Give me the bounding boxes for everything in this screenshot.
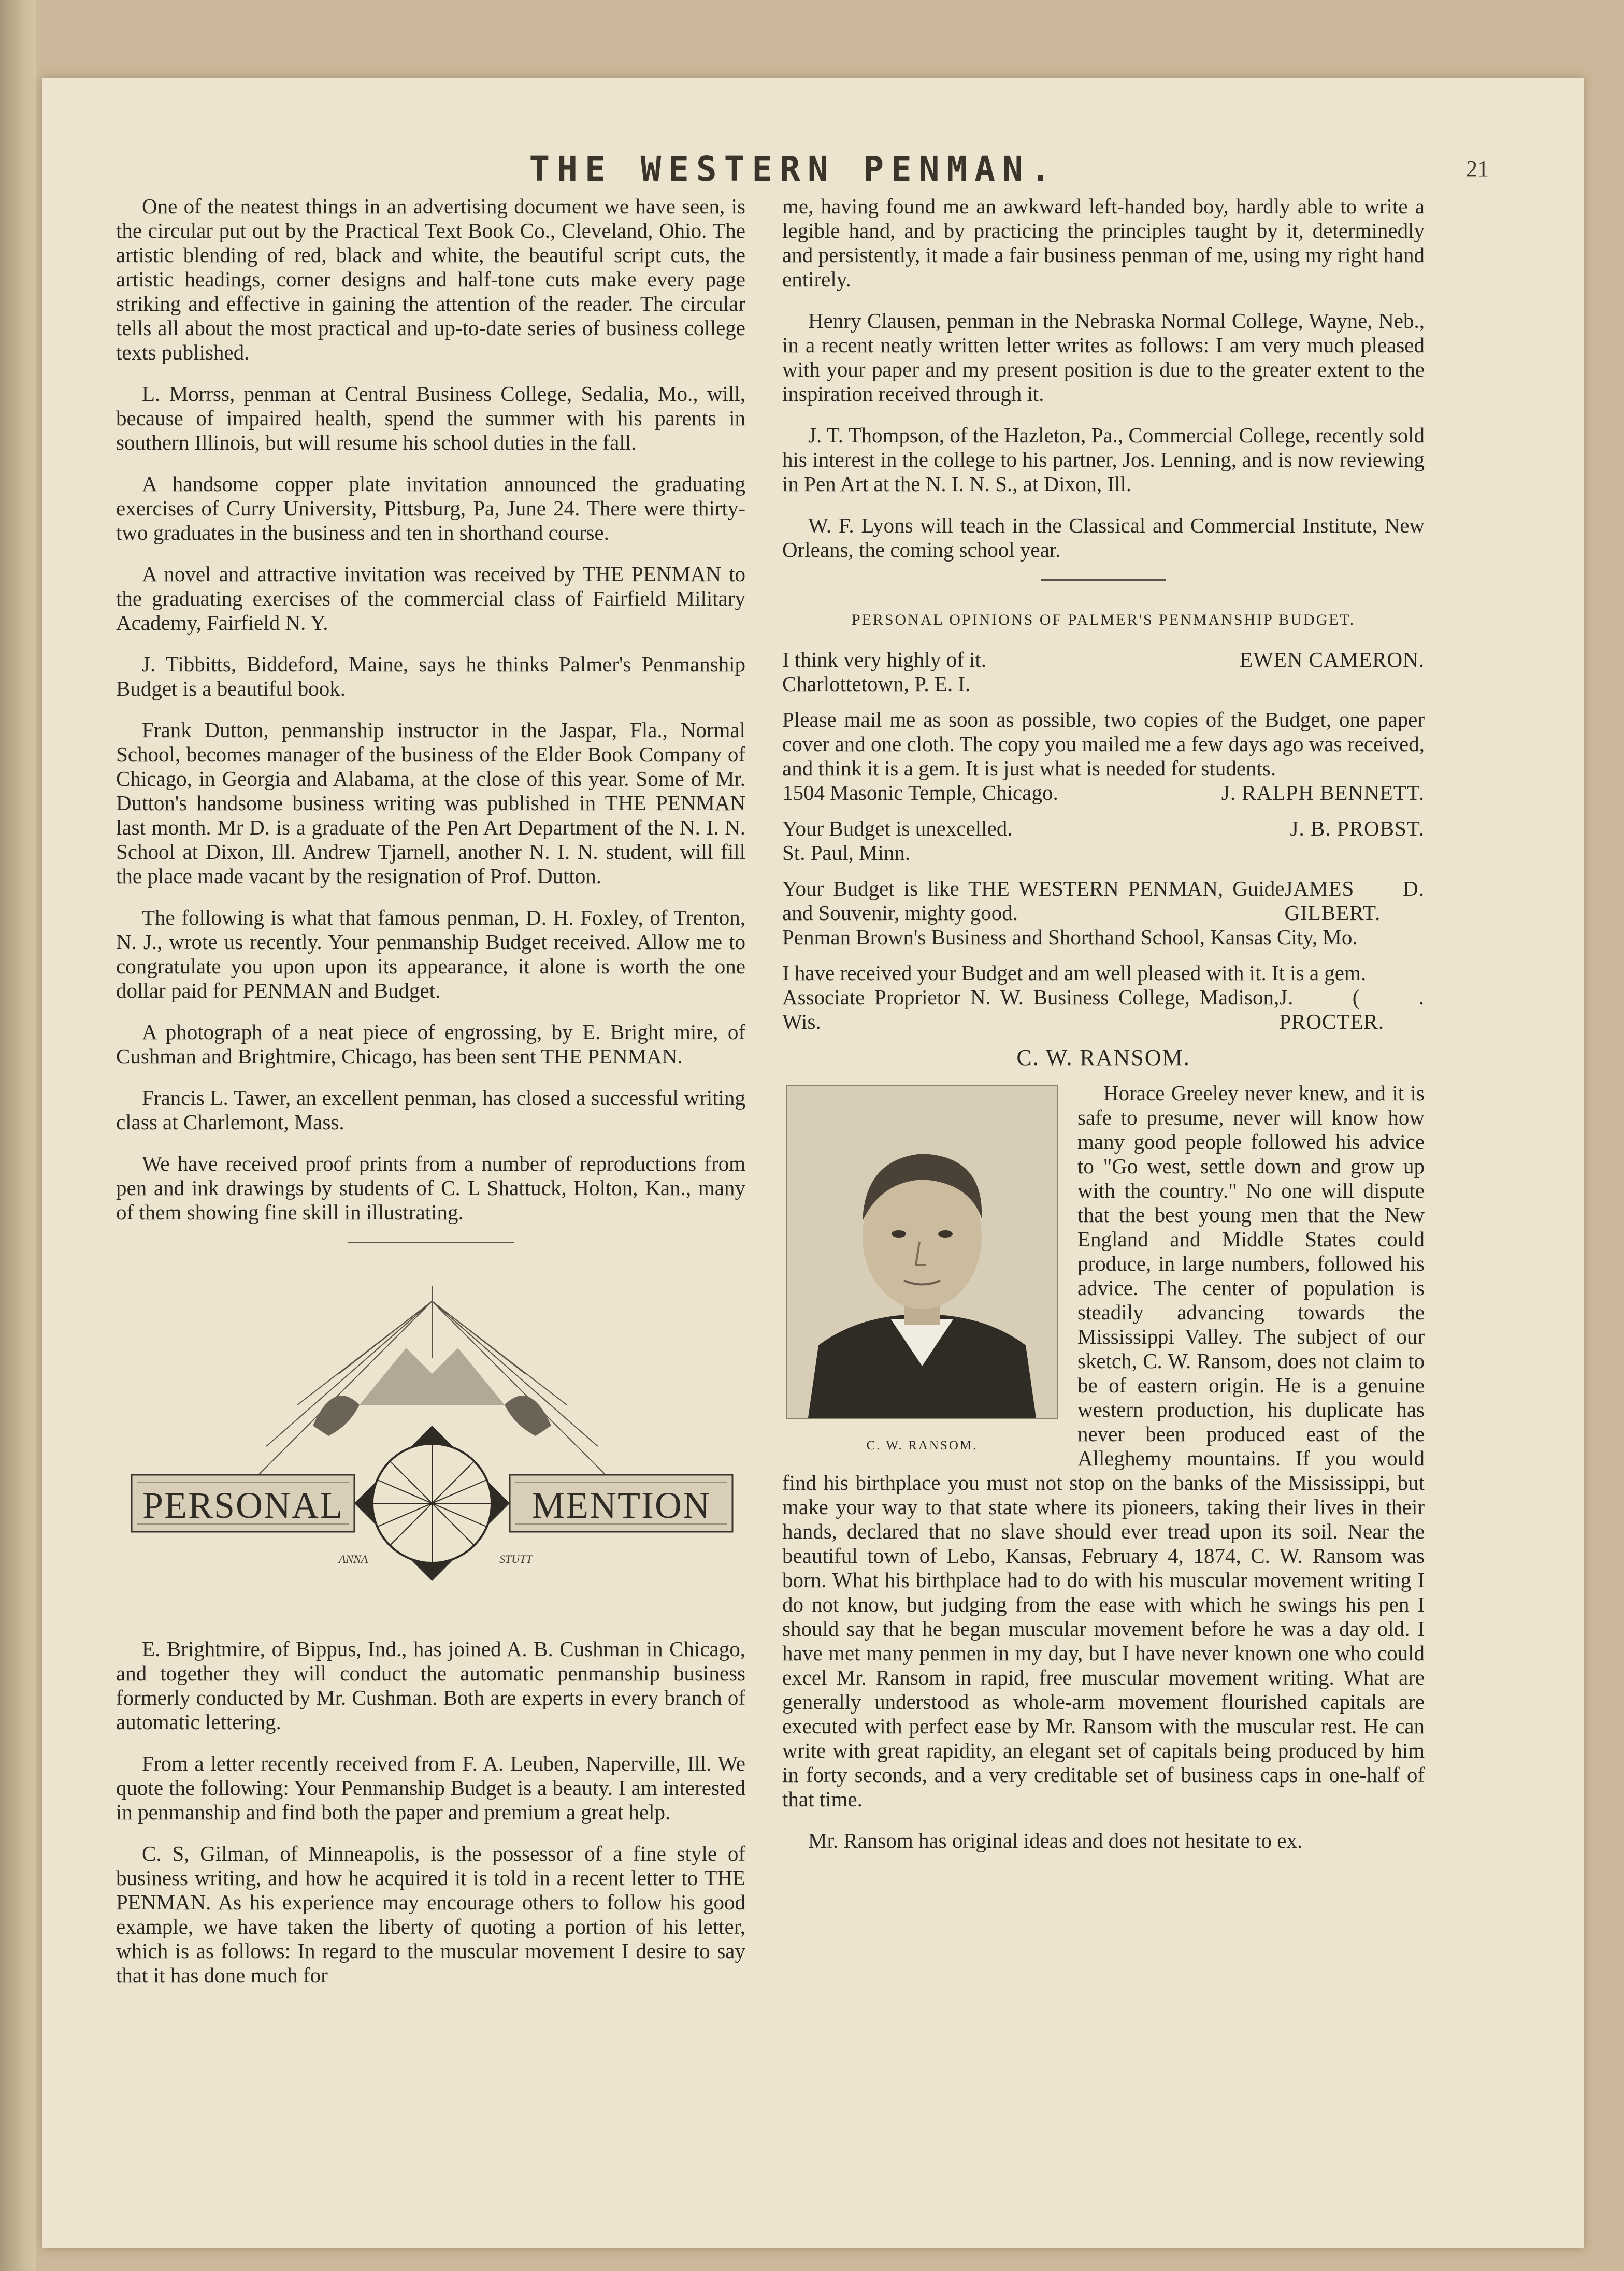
article-paragraph: A handsome copper plate invitation announced the graduating exercises of Curry University, Pittsburg, Pa, June 24. There were thirty-two graduates in the business and ten in shorthand course. (116, 472, 745, 544)
opinion-entry (782, 708, 1425, 805)
article-title: C. W. RANSOM. (1016, 1045, 1190, 1070)
opinion-text: I have received your Budget and am well pleased with it. It is a gem. (782, 961, 1367, 985)
opinion-text: Please mail me as soon as possible, two copies of the Budget, one paper cover and one cloth. The copy you mailed me a few days ago was received, and think it is a gem. It is just what is needed for students. (782, 708, 1425, 780)
masthead-title: THE WESTERN PENMAN. (529, 149, 1058, 189)
banner-credit-right: STUTT (499, 1553, 533, 1565)
article-paragraph: A photograph of a neat piece of engrossing, by E. Bright mire, of Cushman and Brightmire, Chicago, has been sent THE PENMAN. (116, 1020, 745, 1068)
article-paragraph: From a letter recently received from F. A. Leuben, Naperville, Ill. We quote the following: Your Penmanship Budget is a beauty. I am interested in penmanship and find both the paper and premium a great help. (116, 1751, 745, 1824)
article-paragraph: Frank Dutton, penmanship instructor in the Jaspar, Fla., Normal School, becomes manager of the business of the Elder Book Company of Chicago, in Georgia and Alabama, at the close of this year. Some of Mr. Dutton's handsome business writing was published in THE PENMAN last month. Mr D. is a graduate of the Pen Art Department of the N. I. N. School at Dixon, Ill. Andrew Tjarnell, another N. I. N. student, will fill the place made vacant by the resignation of Prof. Dutton. (116, 718, 745, 888)
article-paragraph: Francis L. Tawer, an excellent penman, has closed a successful writing class at Charlemont, Mass. (116, 1086, 745, 1134)
opinions-heading: PERSONAL OPINIONS OF PALMER'S PENMANSHIP BUDGET. (851, 611, 1356, 628)
article-paragraph: We have received proof prints from a number of reproductions from pen and ink drawings by students of C. L Shattuck, Holton, Kan., many of them showing fine skill in illustrating. (116, 1152, 745, 1224)
opinion-location: Charlottetown, P. E. I. (782, 672, 971, 696)
article-paragraph: J. Tibbitts, Biddeford, Maine, says he thinks Palmer's Penmanship Budget is a beautiful book. (116, 652, 745, 700)
book-spine-shadow (0, 0, 36, 2271)
opinion-entry (782, 961, 1425, 1034)
personal-mention-banner (116, 1270, 745, 1612)
opinion-signature: EWEN CAMERON. (1240, 648, 1425, 671)
article-paragraph: L. Morrss, penman at Central Business College, Sedalia, Mo., will, because of impaired health, spend the summer with his parents in southern Illinois, but will resume his school duties in the fall. (116, 382, 745, 454)
opinion-signature: J. RALPH BENNETT. (1221, 781, 1425, 804)
photo-caption: C. W. RANSOM. (866, 1439, 978, 1453)
article-paragraph: A novel and attractive invitation was received by THE PENMAN to the graduating exercises of the commercial class of Fairfield Military Academy, Fairfield N. Y. (116, 562, 745, 635)
opinion-location: St. Paul, Minn. (782, 841, 911, 865)
opinion-location: 1504 Masonic Temple, Chicago. (782, 781, 1058, 804)
article-paragraph: Mr. Ransom has original ideas and does not hesitate to ex. (808, 1829, 1303, 1852)
left-column (116, 194, 745, 2005)
banner-credit-left: ANNA (339, 1553, 368, 1565)
article-paragraph: E. Brightmire, of Bippus, Ind., has joined A. B. Cushman in Chicago, and together they will conduct the automatic penmanship business formerly conducted by Mr. Cushman. Both are experts in every branch of automatic lettering. (116, 1637, 745, 1734)
article-paragraph: One of the neatest things in an advertising document we have seen, is the circular put out by the Practical Text Book Co., Cleveland, Ohio. The artistic blending of red, black and white, the beautiful script cuts, the artistic headings, corner designs and half-tone cuts make every page striking and effective in gaining the attention of the reader. The circular tells all about the most practical and up-to-date series of business college texts published. (116, 194, 745, 364)
opinion-text: Your Budget is like THE WESTERN PENMAN, Guide and Souvenir, mighty good. (782, 876, 1285, 925)
opinion-signature: J. B. PROBST. (1290, 816, 1425, 840)
opinion-entry (782, 648, 1425, 696)
article-paragraph: Horace Greeley never knew, and it is safe to presume, never will know how many good people followed his advice to "Go west, settle down and grow up with the country." No one will dispute that the best young men that the New England and Middle States could produce, in large numbers, followed his advice. The center of population is steadily advancing towards the Mississippi Valley. The subject of our sketch, C. W. Ransom, does not claim to be of eastern origin. He is a genuine western production, his duplicate has never been produced east of the Alleghemy mountains. If you would find his birthplace you must not stop on the banks of the Mississippi, but make your way to that state where its pioneers, taking their lives in their hands, declared that no slave should ever tread upon its soil. Near the beautiful town of Lebo, Kansas, February 4, 1874, C. W. Ransom was born. What his birthplace had to do with his muscular movement writing I do not know, but judging from the ease with which he swings his pen I should say that he began muscular movement before he was a day old. I have met many penmen in my day, but I have never known one who could excel Mr. Ransom in rapid, free muscular movement writing. What are generally understood as whole-arm movement flourished capitals are executed with perfect ease by Mr. Ransom with the muscular rest. He can write with great rapidity, an elegant set of capitals being produced by him in forty seconds, and a very creditable set of business caps in one-half of that time. (782, 1081, 1425, 1811)
opinion-entry (782, 876, 1425, 950)
article-paragraph: Henry Clausen, penman in the Nebraska Normal College, Wayne, Neb., in a recent neatly written letter writes as follows: I am very much pleased with your paper and my present position is due to the greater extent to the inspiration received through it. (782, 309, 1425, 406)
page-number: 21 (1466, 156, 1489, 181)
section-divider (348, 1242, 514, 1243)
opinion-location: Associate Proprietor N. W. Business College, Madison, Wis. (782, 985, 1280, 1033)
portrait-photo (786, 1085, 1058, 1419)
portrait-figure (782, 1085, 1062, 1458)
newspaper-page (42, 78, 1584, 2248)
article-paragraph: J. T. Thompson, of the Hazleton, Pa., Commercial College, recently sold his interest in the college to his partner, Jos. Lenning, and is now reviewing in Pen Art at the N. I. N. S., at Dixon, Ill. (782, 423, 1425, 496)
opinion-location: Penman Brown's Business and Shorthand School, Kansas City, Mo. (782, 925, 1358, 949)
opinion-entry (782, 816, 1425, 865)
article-paragraph: me, having found me an awkward left-handed boy, hardly able to write a legible hand, and by practicing the principles taught by it, determinedly and persistently, it made a fair business penman of me, using my right hand entirely. (782, 194, 1425, 291)
article-paragraph: C. S, Gilman, of Minneapolis, is the possessor of a fine style of business writing, and how he acquired it is told in a recent letter to THE PENMAN. As his experience may encourage others to follow his good example, we have taken the liberty of quoting a portion of his letter, which is as follows: In regard to the muscular movement I desire to say that it has done much for (116, 1842, 745, 1987)
opinion-signature: JAMES D. GILBERT. (1284, 876, 1425, 925)
opinion-text: Your Budget is unexcelled. (782, 816, 1013, 840)
right-column (782, 194, 1425, 1870)
article-paragraph: The following is what that famous penman, D. H. Foxley, of Trenton, N. J., wrote us recently. Your penmanship Budget received. Allow me to congratulate you upon upon its appearance, it alone is worth the one dollar paid for PENMAN and Budget. (116, 905, 745, 1002)
banner-right-word: MENTION (531, 1485, 711, 1526)
article-paragraph: W. F. Lyons will teach in the Classical and Commercial Institute, New Orleans, the coming school year. (782, 513, 1425, 562)
banner-left-word: PERSONAL (142, 1485, 344, 1526)
opinion-text: I think very highly of it. (782, 648, 987, 671)
section-divider (1041, 579, 1166, 581)
opinion-signature: J. ( . PROCTER. (1279, 985, 1425, 1033)
